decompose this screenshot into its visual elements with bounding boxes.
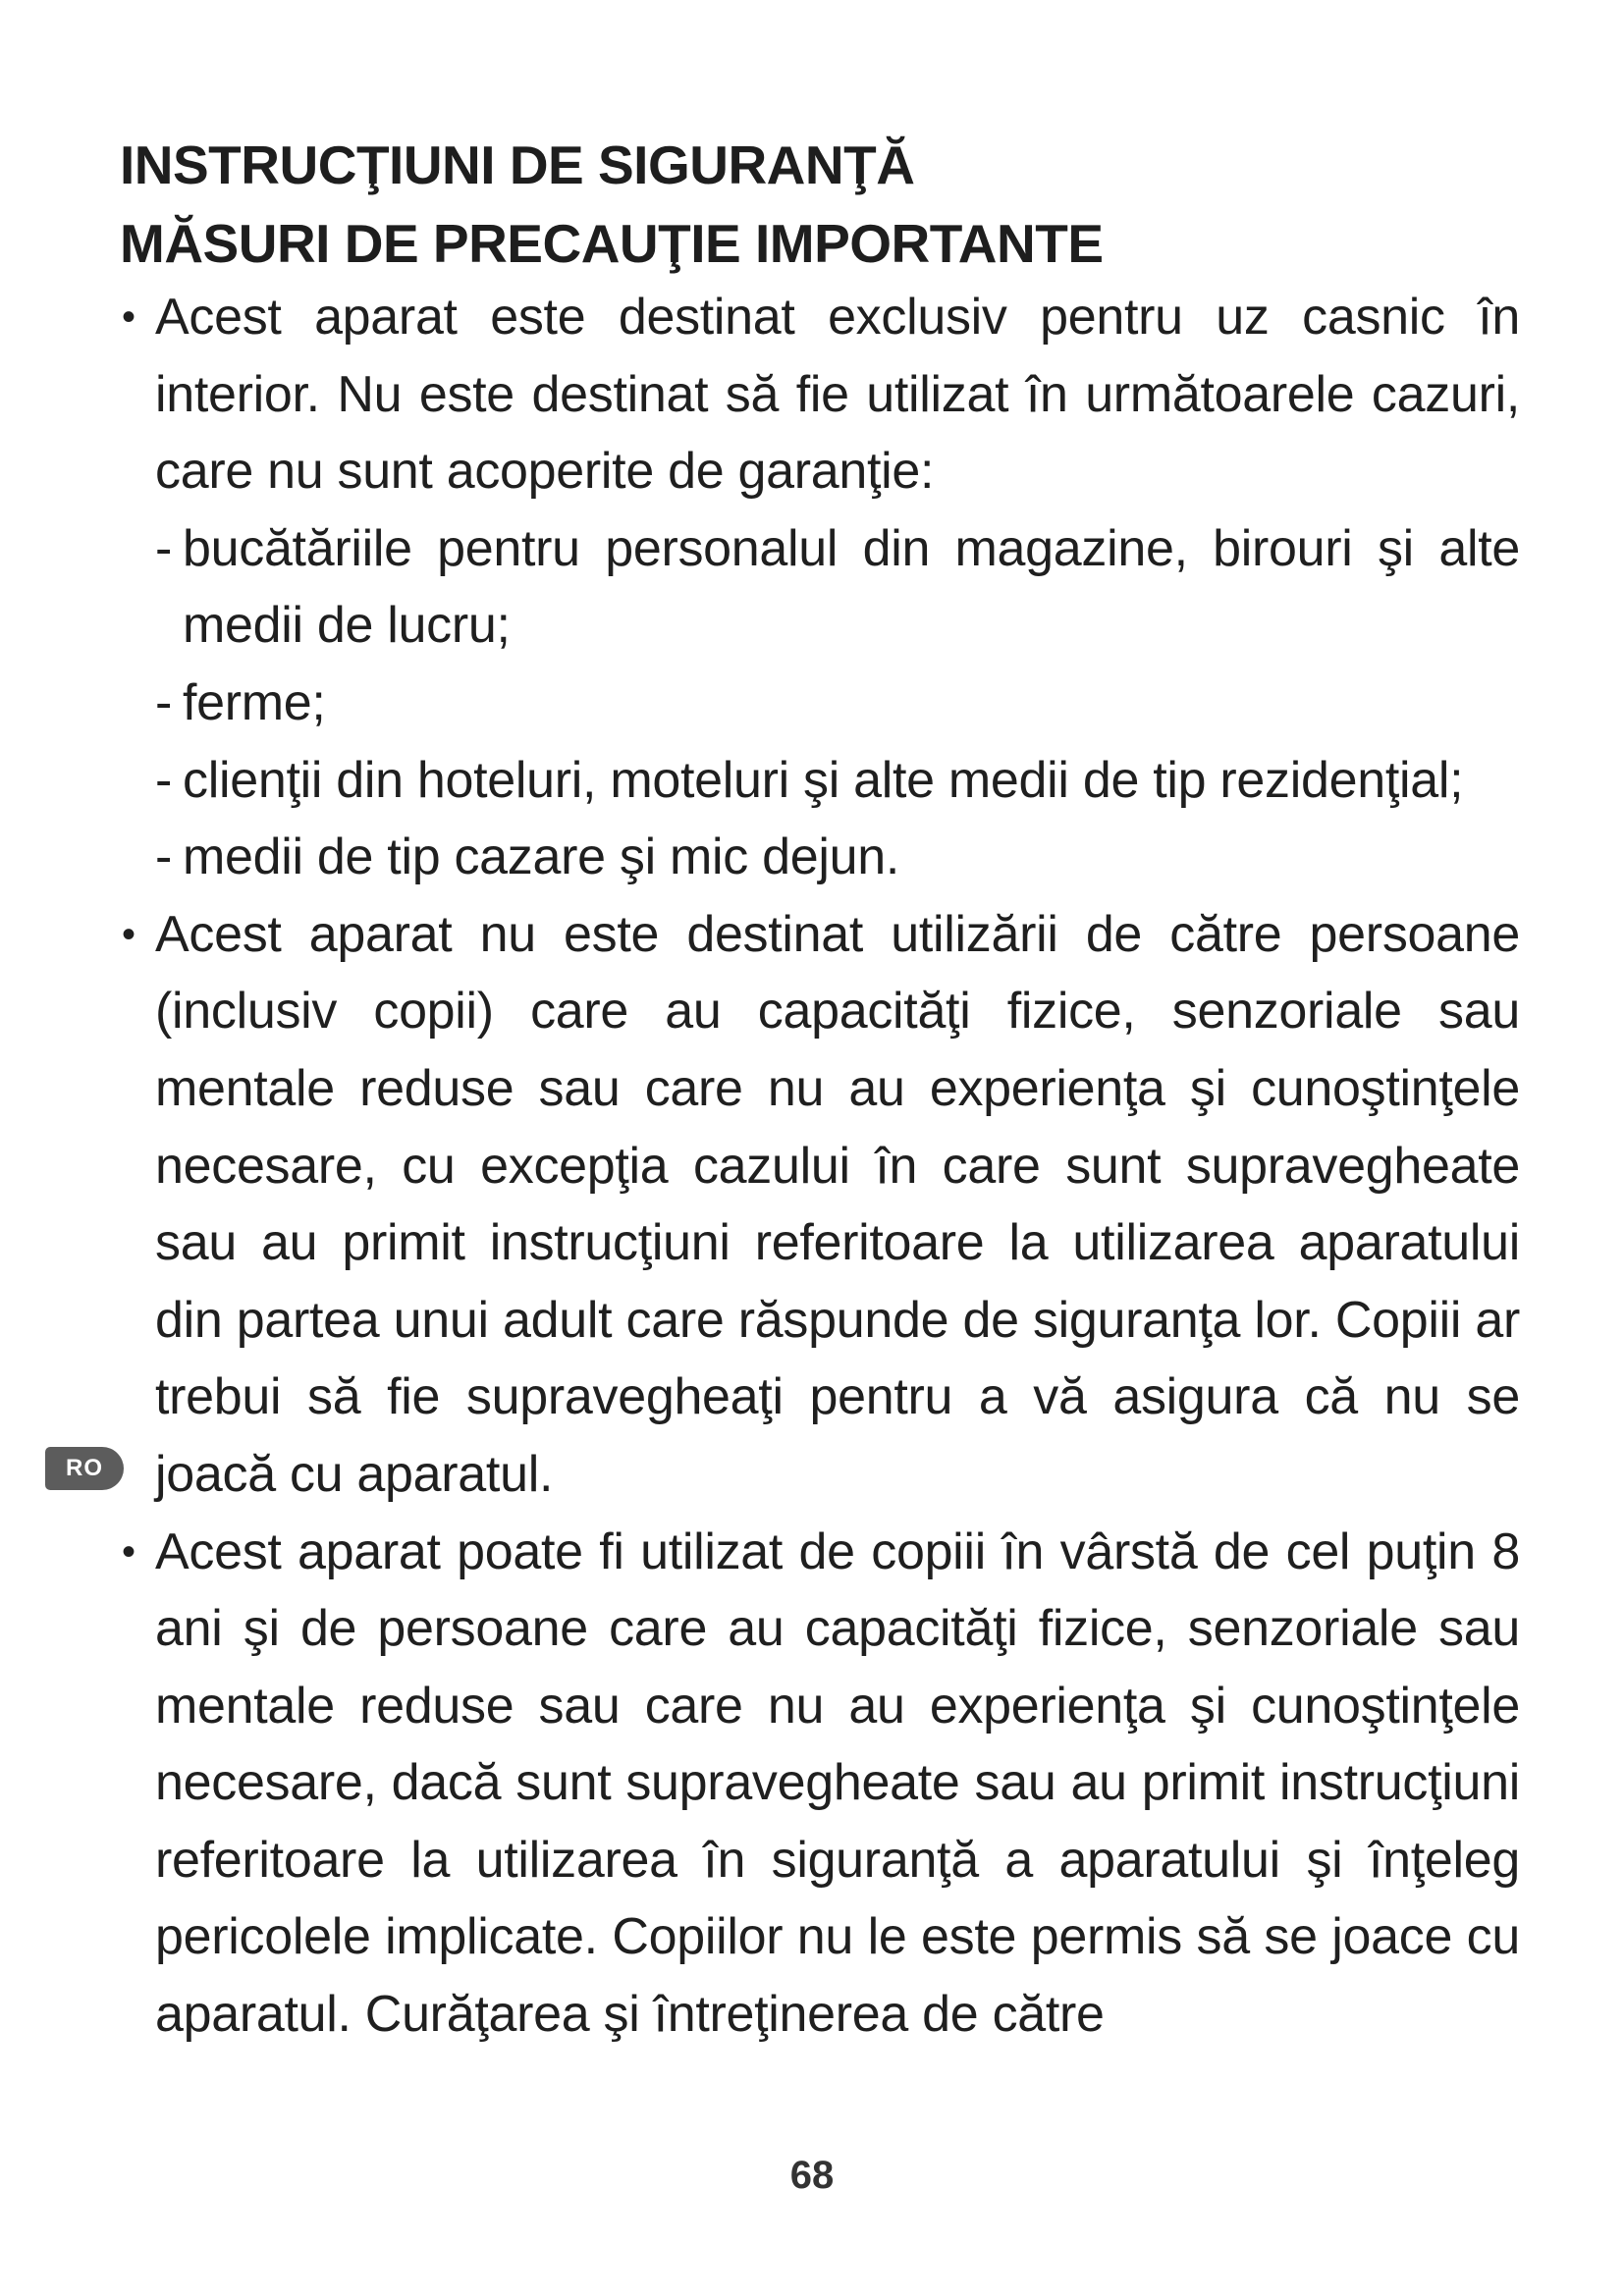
sub-item (120, 819, 1520, 896)
sub-item (120, 742, 1520, 820)
page-number: 68 (789, 2154, 835, 2197)
bullet-icon: • (122, 295, 135, 339)
dash-icon: - (155, 751, 173, 809)
bullet-item (120, 1514, 1520, 2054)
bullet-item (120, 279, 1520, 510)
bullet-text: Acest aparat este destinat exclusiv pentru uz casnic în interior. Nu este destinat să fie utilizat în următoarele cazuri, care nu sunt acoperite de garanţie: (155, 289, 1520, 501)
bullet-text: Acest aparat nu este destinat utilizării de către persoane (inclusiv copii) care au capacităţi fizice, senzoriale sau mentale reduse sau care nu au experienţa şi cunoştinţele necesare, cu excepţia cazului în care sunt supravegheate sau au primit instrucţiuni referitoare la utilizarea aparatului din partea unui adult care răspunde de siguranţa lor. Copiii ar trebui să fie supravegheaţi pentru a vă asigura că nu se joacă cu aparatul. (155, 905, 1520, 1503)
sub-item-text: bucătăriile pentru personalul din magazine, birouri şi alte medii de lucru; (183, 519, 1520, 655)
sub-item-text: medii de tip cazare şi mic dejun. (183, 828, 899, 886)
language-tab: RO (45, 1447, 124, 1490)
sub-item-text: ferme; (183, 673, 326, 731)
bullet-item (120, 896, 1520, 1514)
dash-icon: - (155, 828, 173, 886)
page-title: INSTRUCŢIUNI DE SIGURANŢĂ (120, 134, 915, 195)
sub-item-text: clienţii din hoteluri, moteluri şi alte medii de tip rezidenţial; (183, 751, 1464, 809)
dash-icon: - (155, 673, 173, 731)
safety-instructions (120, 279, 1520, 2054)
dash-icon: - (155, 519, 173, 577)
sub-item (120, 665, 1520, 742)
sub-item (120, 510, 1520, 665)
title-block (120, 126, 1534, 283)
bullet-text: Acest aparat poate fi utilizat de copiii în vârstă de cel puţin 8 ani şi de persoane care au capacităţi fizice, senzoriale sau mentale reduse sau care nu au experienţa şi cunoştinţele necesare, dacă sunt supravegheate sau au primit instrucţiuni referitoare la utilizarea în siguranţă a aparatului şi înţeleg pericolele implicate. Copiilor nu le este permis să se joace cu aparatul. Curăţarea şi întreţinerea de către (155, 1522, 1520, 2044)
page-subtitle: MĂSURI DE PRECAUŢIE IMPORTANTE (120, 213, 1104, 274)
bullet-icon: • (122, 912, 135, 956)
bullet-icon: • (122, 1529, 135, 1574)
